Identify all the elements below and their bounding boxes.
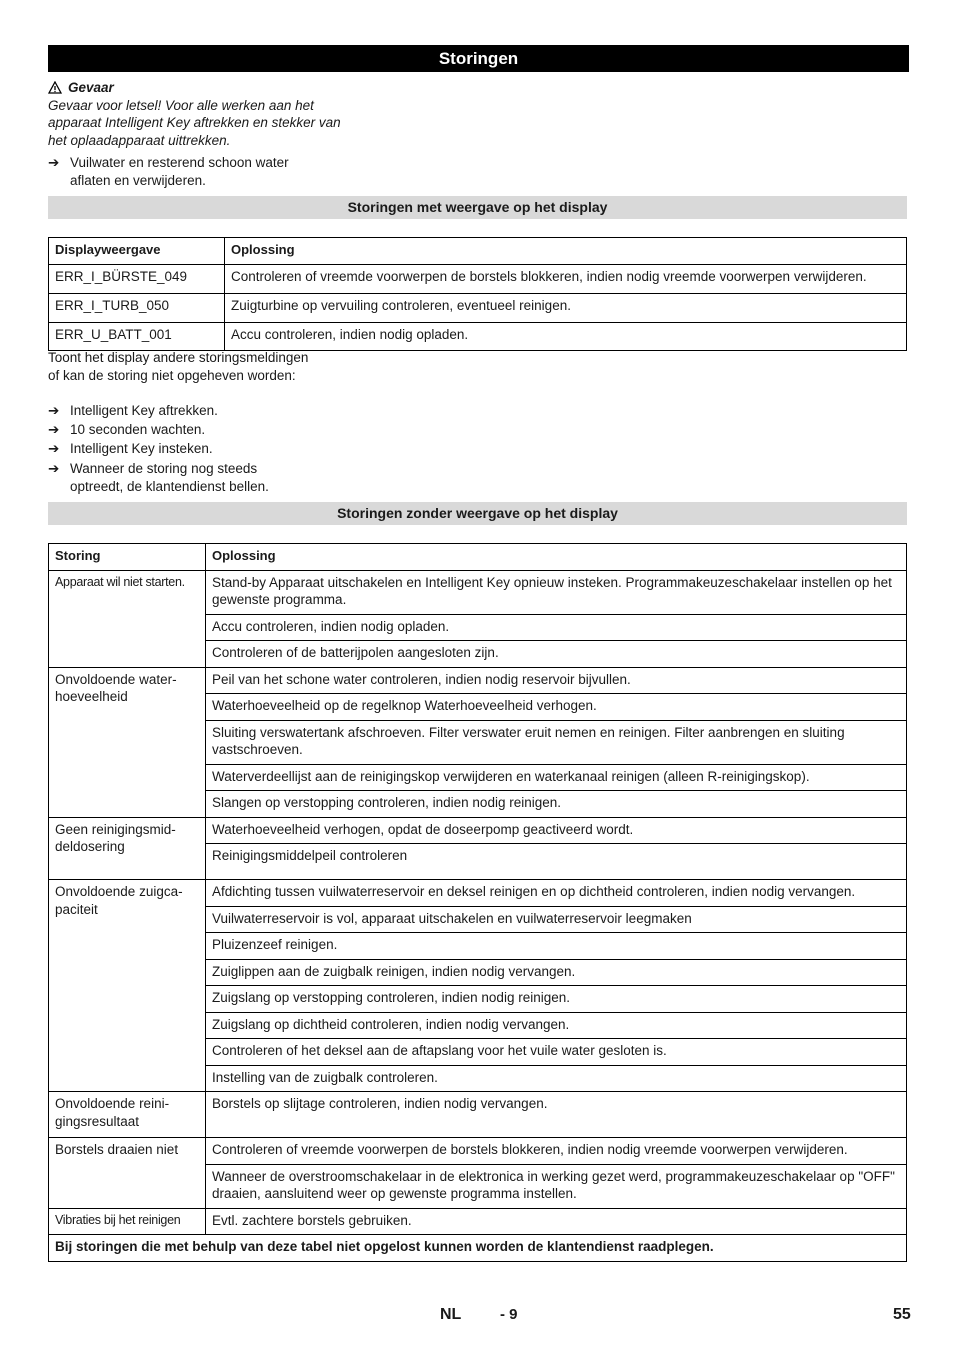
troubleshooting-table [48,543,907,1262]
fix-cell: Waterhoeveelheid verhogen, opdat de doseerpomp geactiveerd wordt. [206,817,907,844]
intro-step: ➔ Vuilwater en resterend schoon water aflaten en verwijderen. [48,155,289,188]
fix-cell: Evtl. zachtere borstels gebruiken. [206,1208,907,1235]
column-header: Storing [49,544,206,571]
section-title: Storingen [48,45,909,72]
fix-cell: Slangen op verstopping controleren, indien nodig reinigen. [206,791,907,818]
fix-cell: Stand-by Apparaat uitschakelen en Intelligent Key opnieuw insteken. Programmakeuzeschakelaar instellen op het gewenste programma. [206,570,907,614]
fault-cell: Onvoldoende zuigca-paciteit [49,880,206,1092]
page-number: 55 [893,1306,911,1323]
fix-cell: Zuiglippen aan de zuigbalk reinigen, indien nodig vervangen. [206,959,907,986]
fault-cell: Apparaat wil niet starten. [49,570,206,667]
error-code: ERR_U_BATT_001 [49,322,225,350]
display-errors-table [48,237,907,351]
column-header: Oplossing [225,238,907,265]
fix-cell: Zuigslang op verstopping controleren, indien nodig reinigen. [206,986,907,1013]
step-item: ➔ Intelligent Key insteken. [48,441,213,456]
table-row [49,293,907,322]
fix-cell: Instelling van de zuigbalk controleren. [206,1065,907,1092]
fix-cell: Wanneer de overstroomschakelaar in de elektronica in werking gezet werd, programmakeuzeschakelaar op "OFF" draaien, aansluitend weer op gewenste programma instellen. [206,1164,907,1208]
table-row [49,1208,907,1235]
column-header: Oplossing [206,544,907,571]
error-fix: Controleren of vreemde voorwerpen de borstels blokkeren, indien nodig vreemde voorwerpen verwijderen. [225,264,907,293]
step-item: ➔ 10 seconden wachten. [48,422,206,437]
step-item: ➔ Intelligent Key aftrekken. [48,403,218,418]
table-footer-row [49,1235,907,1262]
footer-language: NL [440,1306,462,1323]
warning-block [48,79,348,149]
arrow-right-icon: ➔ [48,403,60,418]
warning-triangle-icon [48,81,62,94]
fault-cell: Onvoldoende water-hoeveelheid [49,667,206,817]
fix-cell: Controleren of vreemde voorwerpen de borstels blokkeren, indien nodig vreemde voorwerpen verwijderen. [206,1138,907,1165]
table-row [49,322,907,350]
error-code: ERR_I_TURB_050 [49,293,225,322]
table-header-row [49,238,907,265]
table-row [49,570,907,614]
fix-cell: Vuilwaterreservoir is vol, apparaat uitschakelen en vuilwaterreservoir leegmaken [206,906,907,933]
arrow-right-icon: ➔ [48,422,60,437]
fix-cell: Afdichting tussen vuilwaterreservoir en deksel reinigen en op dichtheid controleren, indien nodig vervangen. [206,880,907,907]
arrow-right-icon: ➔ [48,441,60,456]
arrow-right-icon: ➔ [48,155,60,170]
error-fix: Accu controleren, indien nodig opladen. [225,322,907,350]
table-footer-note: Bij storingen die met behulp van deze tabel niet opgelost kunnen worden de klantendienst raadplegen. [49,1235,907,1262]
table-row [49,1092,907,1138]
fix-cell: Borstels op slijtage controleren, indien nodig vervangen. [206,1092,907,1138]
table-row [49,817,907,844]
footer-subpage: - 9 [500,1306,518,1323]
section1-title: Storingen met weergave op het display [48,196,907,219]
fix-cell: Controleren of het deksel aan de aftapslang voor het vuile water gesloten is. [206,1039,907,1066]
fault-cell: Borstels draaien niet [49,1138,206,1209]
fix-cell: Controleren of de batterijpolen aangesloten zijn. [206,641,907,668]
error-code: ERR_I_BÜRSTE_049 [49,264,225,293]
fix-cell: Accu controleren, indien nodig opladen. [206,614,907,641]
error-fix: Zuigturbine op vervuiling controleren, eventueel reinigen. [225,293,907,322]
fault-cell: Geen reinigingsmid-deldosering [49,817,206,880]
warning-heading: Gevaar [48,79,348,97]
fix-cell: Sluiting verswatertank afschroeven. Filter verswater eruit nemen en reinigen. Filter aanbrengen en sluiting vastschroeven. [206,720,907,764]
table-header-row [49,544,907,571]
table-row [49,667,907,694]
warning-text: Gevaar voor letsel! Voor alle werken aan het apparaat Intelligent Key aftrekken en stekker van het oplaadapparaat uittrekken. [48,97,341,148]
step-item: ➔ Wanneer de storing nog steeds optreedt, de klantendienst bellen. [48,461,269,494]
section2-title: Storingen zonder weergave op het display [48,502,907,525]
column-header: Displayweergave [49,238,225,265]
other-errors-text: Toont het display andere storingsmeldingen of kan de storing niet opgeheven worden: [48,350,309,383]
arrow-right-icon: ➔ [48,461,60,476]
table-row [49,1138,907,1165]
table-row [49,880,907,907]
table-row [49,264,907,293]
fault-cell: Onvoldoende reini-gingsresultaat [49,1092,206,1138]
fix-cell: Waterverdeellijst aan de reinigingskop verwijderen en waterkanaal reinigen (alleen R-reinigingskop). [206,764,907,791]
fix-cell: Peil van het schone water controleren, indien nodig reservoir bijvullen. [206,667,907,694]
fix-cell: Zuigslang op dichtheid controleren, indien nodig vervangen. [206,1012,907,1039]
fix-cell: Waterhoeveelheid op de regelknop Waterhoeveelheid verhogen. [206,694,907,721]
fix-cell: Reinigingsmiddelpeil controleren [206,844,907,880]
fix-cell: Pluizenzeef reinigen. [206,933,907,960]
fault-cell: Vibraties bij het reinigen [49,1208,206,1235]
